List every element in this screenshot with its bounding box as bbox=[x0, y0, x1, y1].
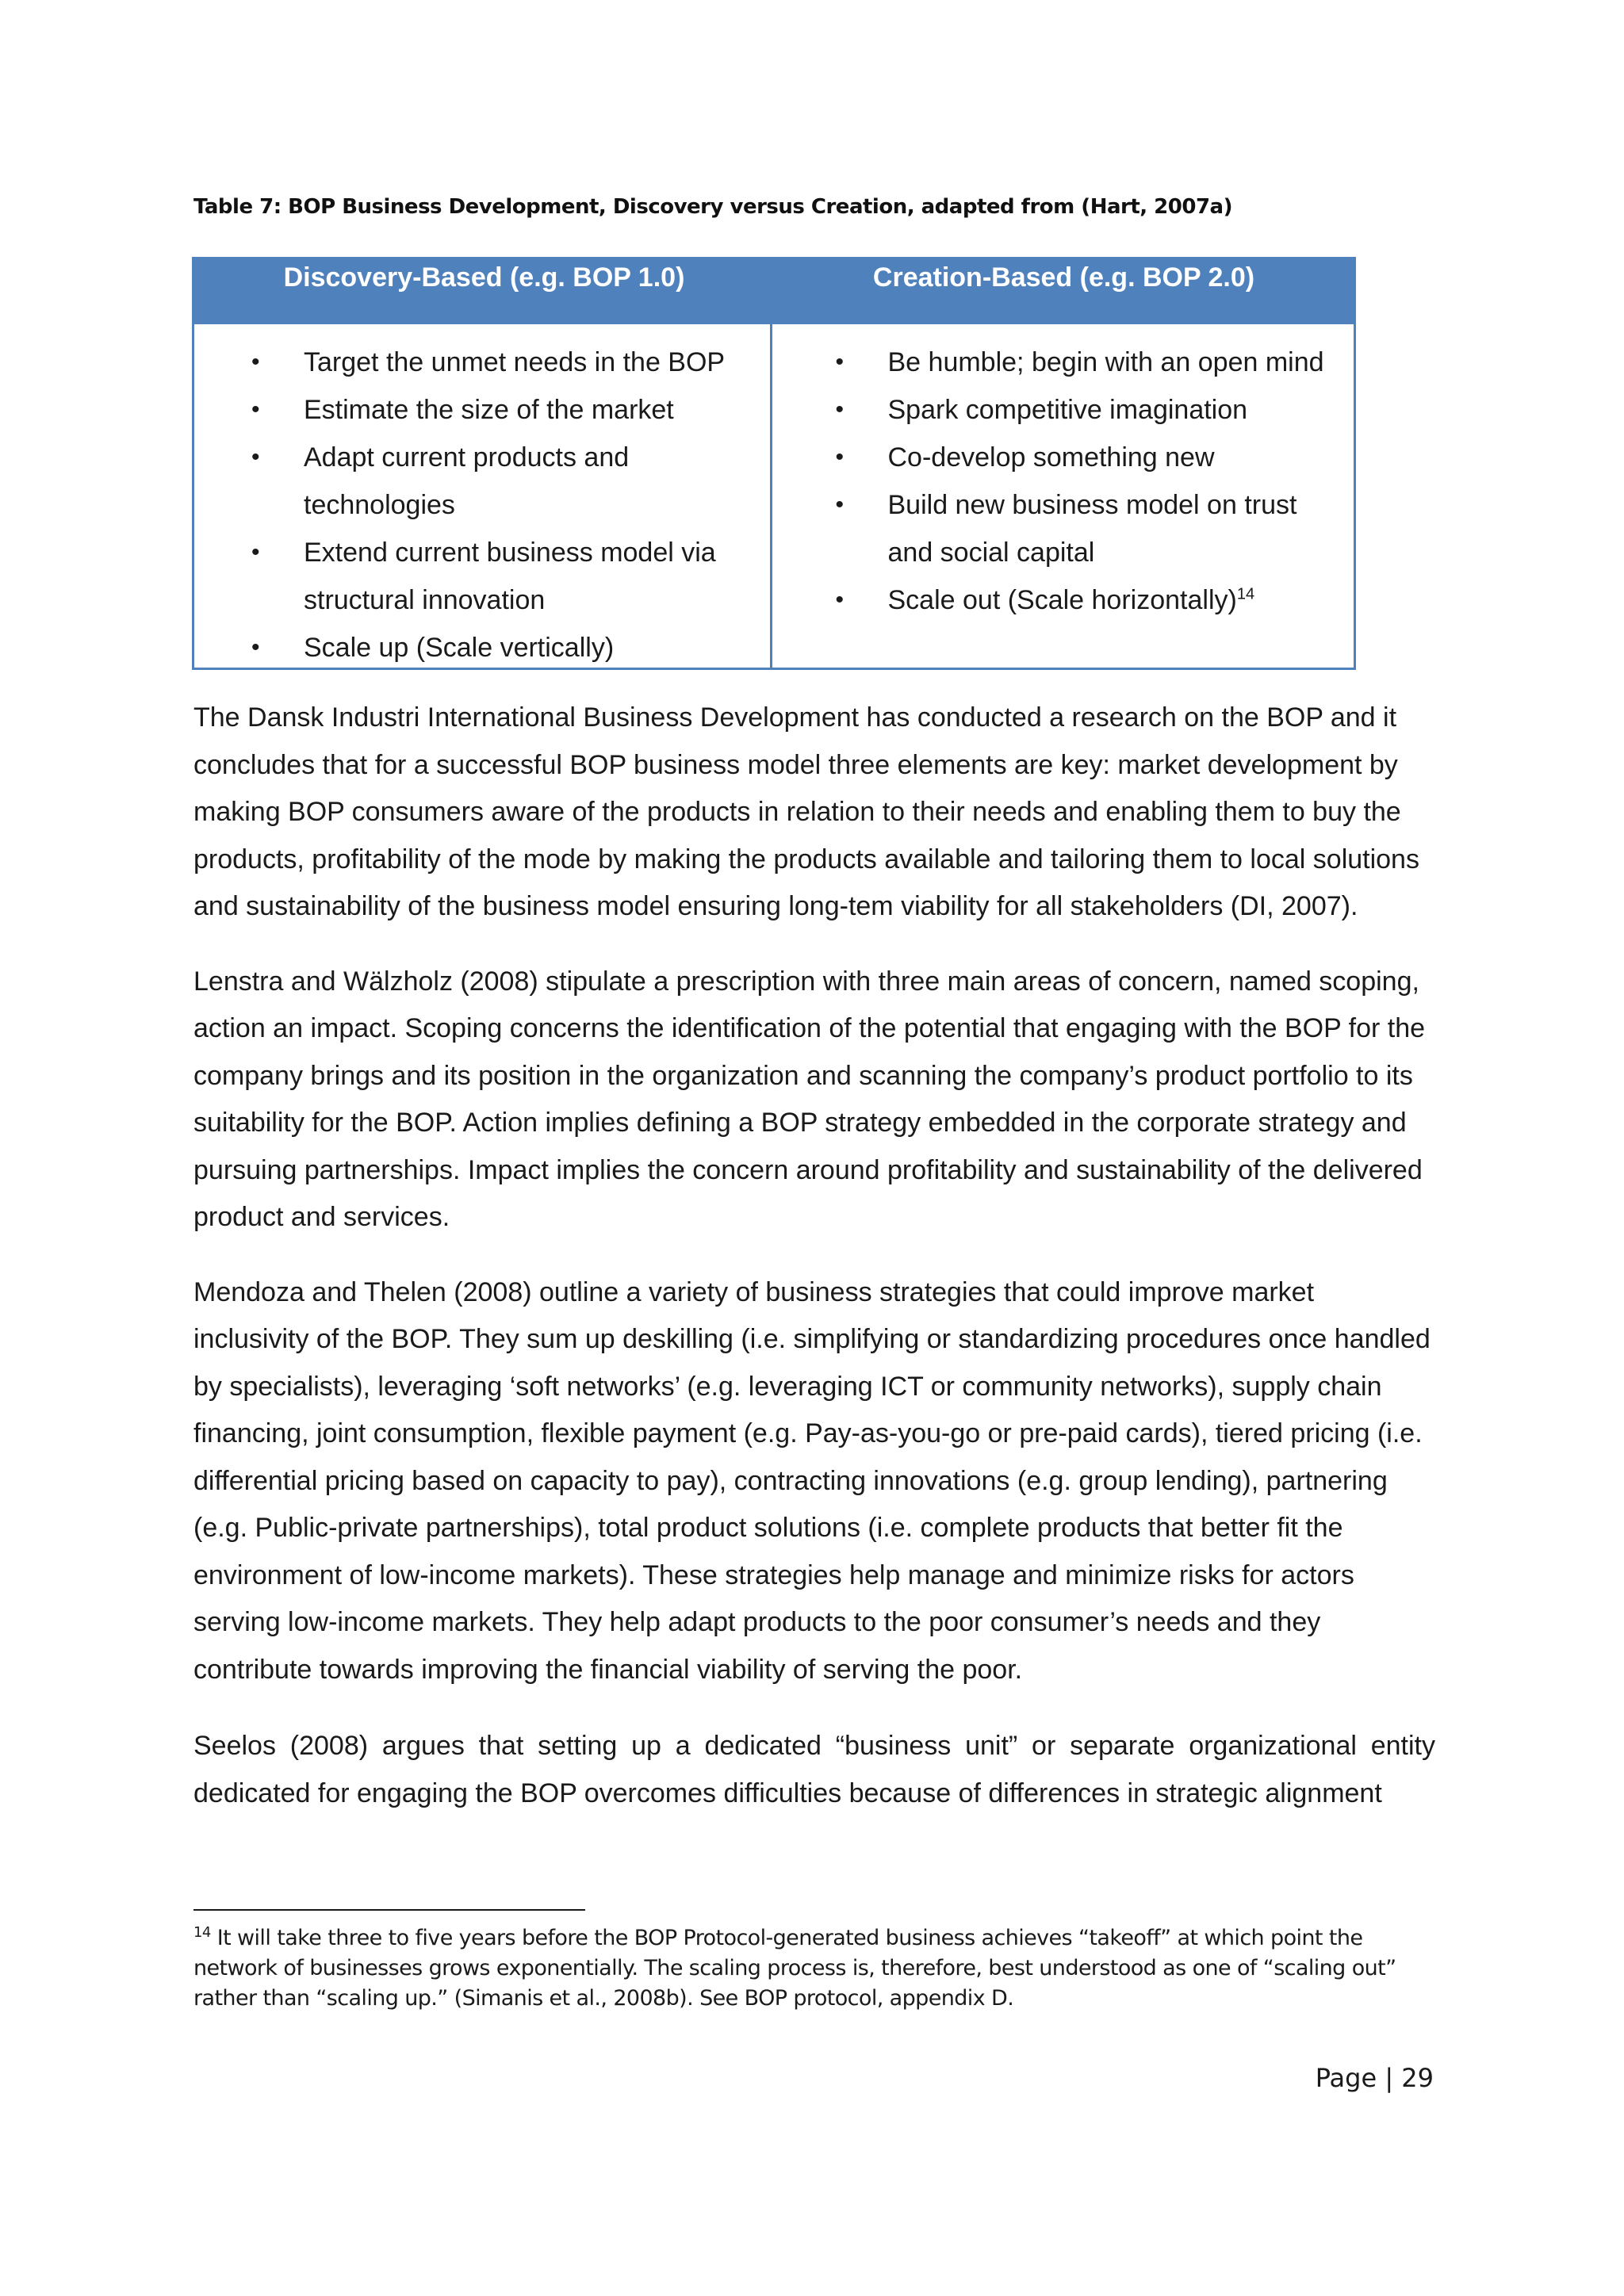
header-discovery: Discovery-Based (e.g. BOP 1.0) bbox=[283, 262, 685, 293]
footnote-number: 14 bbox=[193, 1924, 211, 1941]
list-item: • Extend current business model via structural innovation bbox=[251, 529, 764, 624]
table-header-row bbox=[194, 259, 1354, 324]
list-item: • Scale up (Scale vertically) bbox=[251, 624, 770, 672]
list-item: • Spark competitive imagination bbox=[836, 386, 1354, 434]
bullet-icon: • bbox=[835, 587, 845, 613]
bullet-icon: • bbox=[835, 349, 845, 375]
bop-comparison-table bbox=[192, 257, 1356, 670]
paragraph-mendoza: Mendoza and Thelen (2008) outline a variety of business strategies that could improve market inclusivity of the BOP. They sum up deskilling (i.e. simplifying or standardizing procedures once handled by specialists), leveraging ‘soft networks’ (e.g. leveraging ICT or community networks), supply chain financing, joint consumption, flexible payment (e.g. Pay-as-you-go or pre-paid cards), tiered pricing (i.e. differential pricing based on capacity to pay), contracting innovations (e.g. group lending), partnering (e.g. Public-private partnerships), total product solutions (i.e. complete products that better fit the environment of low-income markets). These strategies help manage and minimize risks for actors serving low-income markets. They help adapt products to the poor consumer’s needs and they contribute towards improving the financial viability of serving the poor. bbox=[193, 1276, 1431, 1685]
paragraph-dansk-industri: The Dansk Industri International Business Development has conducted a research on the BOP and it concludes that for a successful BOP business model three elements are key: market development by making BOP consumers aware of the products in relation to their needs and enabling them to buy the products, profitability of the mode by making the products available and tailoring them to local solutions and sustainability of the business model ensuring long-tem viability for all stakeholders (DI, 2007). bbox=[193, 702, 1419, 921]
bullet-icon: • bbox=[835, 396, 845, 423]
bullet-icon: • bbox=[251, 444, 260, 470]
list-item: • Build new business model on trust and social capital bbox=[836, 481, 1316, 576]
body-text bbox=[193, 695, 1435, 1845]
bullet-icon: • bbox=[251, 349, 260, 375]
footnote-reference[interactable]: 14 bbox=[1236, 585, 1255, 603]
list-item: • Estimate the size of the market bbox=[251, 386, 770, 434]
list-item: • Scale out (Scale horizontally)$^{14}$ bbox=[836, 576, 1354, 624]
paragraph-lenstra: Lenstra and Wälzholz (2008) stipulate a prescription with three main areas of concern, named scoping, action an impact. Scoping concerns the identification of the potential that engaging with the BOP for the company brings and its position in the organization and scanning the company’s product portfolio to its suitability for the BOP. Action implies defining a BOP strategy embedded in the corporate strategy and pursuing partnerships. Impact implies the concern around profitability and sustainability of the delivered product and services. bbox=[193, 966, 1426, 1232]
creation-column bbox=[772, 324, 1354, 668]
list-item: • Adapt current products and technologies bbox=[251, 434, 716, 529]
bullet-icon: • bbox=[251, 396, 260, 423]
bullet-icon: • bbox=[835, 492, 845, 518]
bullet-icon: • bbox=[251, 634, 260, 660]
discovery-column bbox=[194, 324, 772, 668]
header-creation: Creation-Based (e.g. BOP 2.0) bbox=[872, 262, 1255, 293]
paragraph-seelos: Seelos (2008) argues that setting up a dedicated “business unit” or separate organizational entity dedicated for engaging the BOP overcomes difficulties because of differences in strategic alignment bbox=[193, 1731, 1435, 1808]
list-item: • Be humble; begin with an open mind bbox=[836, 339, 1354, 386]
footnote bbox=[193, 1923, 1435, 2014]
footnote-divider bbox=[193, 1909, 585, 1911]
list-item: • Target the unmet needs in the BOP bbox=[251, 339, 770, 386]
page-number: Page | 29 bbox=[1315, 2063, 1434, 2093]
table-body-row bbox=[194, 324, 1354, 668]
bullet-icon: • bbox=[251, 539, 260, 565]
table-caption: Table 7: BOP Business Development, Discovery versus Creation, adapted from (Hart, 2007a) bbox=[193, 195, 1232, 219]
bullet-icon: • bbox=[835, 444, 845, 470]
list-item: • Co-develop something new bbox=[836, 434, 1354, 481]
footnote-text: It will take three to five years before the BOP Protocol-generated business achieves “takeoff” at which point the network of businesses grows exponentially. The scaling process is, therefore, best understood as one of “scaling out” rather than “scaling up.” (Simanis et al., 2008b). See BOP protocol, appendix D. bbox=[193, 1926, 1396, 2011]
